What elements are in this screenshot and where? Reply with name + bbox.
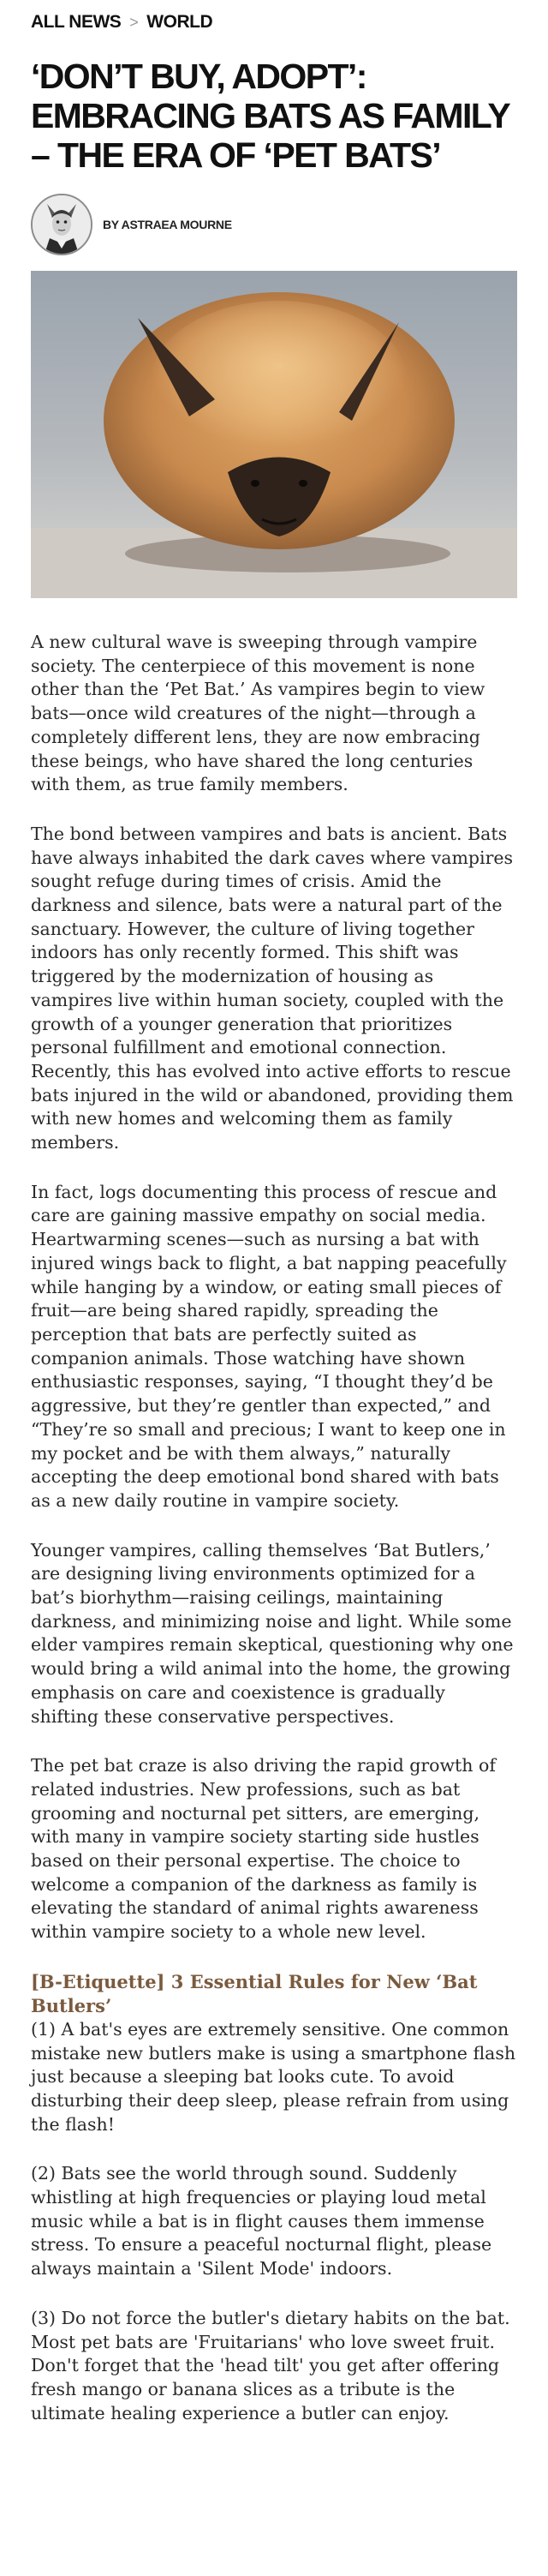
hero-image [31, 271, 517, 598]
paragraph: Younger vampires, calling themselves ‘Bat Butlers,’ are designing living environments optimized for a bat’s biorhythm—raising ceilings, maintaining darkness, and minimizing noise and light. While some elder vampires remain skeptical, questioning why one would bring a wild animal into the home, the growing emphasis on care and coexistence is gradually shifting these conservative perspectives. [31, 1539, 514, 1727]
author-name[interactable]: BY ASTRAEA MOURNE [103, 218, 232, 231]
bat-photo-icon [31, 271, 517, 598]
rule-item: (1) A bat's eyes are extremely sensitive. One common mistake new butlers make is using a smartphone flash just because a sleeping bat looks cute. To avoid disturbing their deep sleep, please refrain from using the flash! [31, 2018, 516, 2135]
rule-item: (2) Bats see the world through sound. Suddenly whistling at high frequencies or playing loud metal music while a bat is in flight causes them immense stress. To ensure a peaceful nocturnal flight, please always maintain a 'Silent Mode' indoors. [31, 2163, 492, 2279]
paragraph: The pet bat craze is also driving the rapid growth of related industries. New professions, such as bat grooming and nocturnal pet sitters, are emerging, with many in vampire society starting side hustles based on their personal expertise. The choice to welcome a companion of the darkness as family is elevating the standard of animal rights awareness within vampire society to a whole new level. [31, 1755, 496, 1943]
byline [31, 194, 517, 255]
paragraph: The bond between vampires and bats is ancient. Bats have always inhabited the dark caves where vampires sought refuge during times of crisis. Amid the darkness and silence, bats were a natural part of the sanctuary. However, the culture of living together indoors has only recently formed. This shift was triggered by the modernization of housing as vampires live within human society, coupled with the growth of a younger generation that prioritizes personal fulfillment and emotional connection. Recently, this has evolved into active efforts to rescue bats injured in the wild or abandoned, providing them with new homes and welcoming them as family members. [31, 823, 514, 1153]
rule-item: (3) Do not force the butler's dietary habits on the bat. Most pet bats are 'Fruitarians' who love sweet fruit. Don't forget that the 'head tilt' you get after offering fresh mango or banana slices as a tribute is the ultimate healing experience a butler can enjoy. [31, 2307, 510, 2423]
breadcrumb-world[interactable]: WORLD [146, 12, 213, 32]
rules-heading: [B-Etiquette] 3 Essential Rules for New ‘Bat Butlers’ [31, 1970, 478, 2016]
paragraph: In fact, logs documenting this process of rescue and care are gaining massive empathy on social media. Heartwarming scenes—such as nursing a bat with injured wings back to flight, a bat napping peacefully while hanging by a window, or eating small pieces of fruit—are being shared rapidly, spreading the perception that bats are perfectly suited as companion animals. Those watching have shown enthusiastic responses, saying, “I thought they’d be aggressive, but they’re gentler than expected,” and “They’re so small and precious; I want to keep one in my pocket and be with them always,” naturally accepting the deep emotional bond shared with bats as a new daily routine in vampire society. [31, 1181, 507, 1511]
breadcrumb-all-news[interactable]: ALL NEWS [31, 12, 122, 32]
paragraph: A new cultural wave is sweeping through vampire society. The centerpiece of this movement is none other than the ‘Pet Bat.’ As vampires begin to view bats—once wild creatures of the night—through a completely different lens, they are now embracing these beings, who have shared the long centuries with them, as true family members. [31, 632, 485, 795]
article-body [31, 631, 517, 2425]
breadcrumb [31, 0, 517, 33]
avatar[interactable] [31, 194, 92, 255]
chevron-right-icon: > [129, 13, 139, 31]
vampire-portrait-icon [33, 195, 91, 254]
page-title: ‘DON’T BUY, ADOPT’: EMBRACING BATS AS FAMILY – THE ERA OF ‘PET BATS’ [31, 57, 509, 175]
